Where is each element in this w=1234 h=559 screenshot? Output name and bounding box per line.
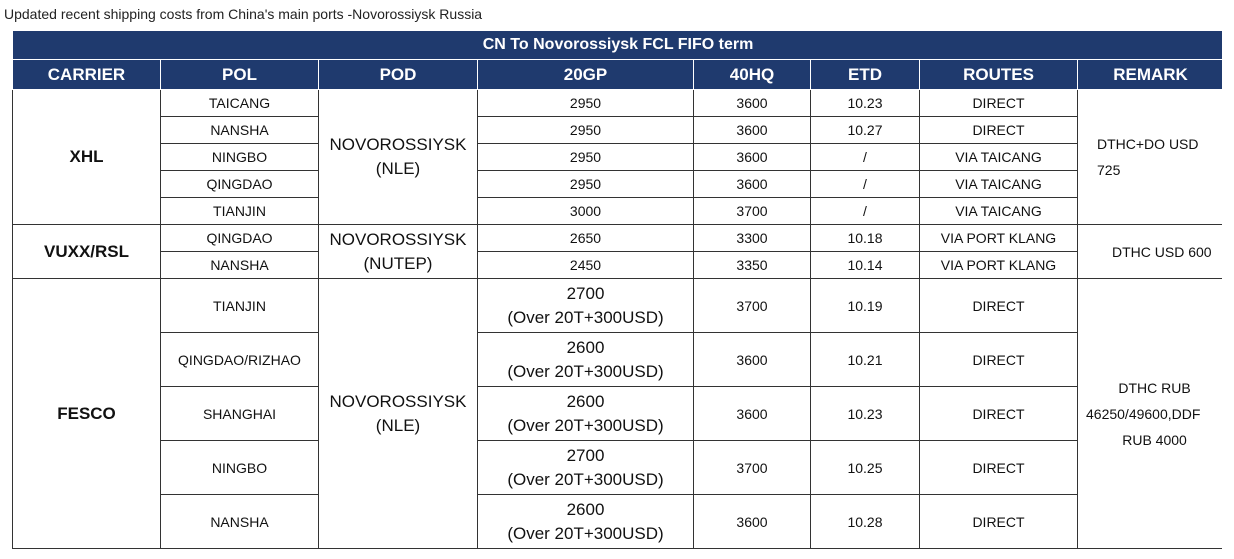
pod-cell bbox=[319, 90, 478, 225]
etd-cell: 10.25 bbox=[811, 441, 920, 495]
page-heading: Updated recent shipping costs from China's main ports -Novorossiysk Russia bbox=[4, 6, 483, 22]
pod-name: NOVOROSSIYSK bbox=[329, 135, 467, 154]
route-cell: DIRECT bbox=[920, 441, 1078, 495]
price-20gp-value: 2700 bbox=[566, 283, 605, 303]
table-title: CN To Novorossiysk FCL FIFO term bbox=[13, 31, 1223, 60]
pol-cell: QINGDAO bbox=[161, 171, 319, 198]
route-cell: VIA PORT KLANG bbox=[920, 252, 1078, 279]
table-row bbox=[13, 441, 1223, 495]
column-header-40hq: 40HQ bbox=[694, 60, 811, 90]
route-cell: VIA TAICANG bbox=[920, 144, 1078, 171]
route-cell: DIRECT bbox=[920, 495, 1078, 549]
price-20gp-value: 2600 bbox=[566, 499, 605, 519]
price-40hq-cell: 3350 bbox=[694, 252, 811, 279]
pol-cell: NANSHA bbox=[161, 495, 319, 549]
etd-cell: 10.27 bbox=[811, 117, 920, 144]
price-40hq-cell: 3600 bbox=[694, 495, 811, 549]
price-20gp-note: (Over 20T+300USD) bbox=[507, 307, 664, 327]
price-20gp-cell bbox=[478, 495, 694, 549]
pol-cell: QINGDAO/RIZHAO bbox=[161, 333, 319, 387]
route-cell: VIA PORT KLANG bbox=[920, 225, 1078, 252]
pod-cell bbox=[319, 279, 478, 549]
table-row bbox=[13, 387, 1223, 441]
price-40hq-cell: 3600 bbox=[694, 144, 811, 171]
etd-cell: / bbox=[811, 171, 920, 198]
price-20gp-cell bbox=[478, 333, 694, 387]
price-20gp-cell: 2950 bbox=[478, 144, 694, 171]
carrier-cell: FESCO bbox=[13, 279, 161, 549]
pod-terminal: (NLE) bbox=[375, 159, 421, 178]
pol-cell: NINGBO bbox=[161, 144, 319, 171]
route-cell: DIRECT bbox=[920, 387, 1078, 441]
pol-cell: NINGBO bbox=[161, 441, 319, 495]
price-20gp-value: 2600 bbox=[566, 337, 605, 357]
column-header-etd: ETD bbox=[811, 60, 920, 90]
pol-cell: QINGDAO bbox=[161, 225, 319, 252]
column-header-pol: POL bbox=[161, 60, 319, 90]
pol-cell: TAICANG bbox=[161, 90, 319, 117]
price-20gp-note: (Over 20T+300USD) bbox=[507, 469, 664, 489]
etd-cell: 10.23 bbox=[811, 90, 920, 117]
etd-cell: 10.21 bbox=[811, 333, 920, 387]
etd-cell: / bbox=[811, 144, 920, 171]
price-40hq-cell: 3700 bbox=[694, 198, 811, 225]
remark-line: 46250/49600,DDF bbox=[1086, 405, 1201, 422]
column-header-pod: POD bbox=[319, 60, 478, 90]
remark-cell: DTHC USD 600 bbox=[1078, 225, 1223, 279]
route-cell: VIA TAICANG bbox=[920, 198, 1078, 225]
carrier-cell: XHL bbox=[13, 90, 161, 225]
table-row bbox=[13, 171, 1223, 198]
rates-table bbox=[12, 30, 1222, 549]
column-header-carrier: CARRIER bbox=[13, 60, 161, 90]
etd-cell: / bbox=[811, 198, 920, 225]
price-20gp-cell: 2950 bbox=[478, 117, 694, 144]
price-40hq-cell: 3300 bbox=[694, 225, 811, 252]
price-20gp-cell bbox=[478, 387, 694, 441]
pod-terminal: (NLE) bbox=[375, 415, 421, 435]
table-row bbox=[13, 279, 1223, 333]
table-row bbox=[13, 252, 1223, 279]
etd-cell: 10.28 bbox=[811, 495, 920, 549]
route-cell: DIRECT bbox=[920, 279, 1078, 333]
route-cell: DIRECT bbox=[920, 117, 1078, 144]
price-40hq-cell: 3600 bbox=[694, 117, 811, 144]
route-cell: DIRECT bbox=[920, 90, 1078, 117]
pol-cell: NANSHA bbox=[161, 252, 319, 279]
price-20gp-cell: 3000 bbox=[478, 198, 694, 225]
price-20gp-note: (Over 20T+300USD) bbox=[507, 415, 664, 435]
pod-name: NOVOROSSIYSK bbox=[329, 229, 467, 249]
pol-cell: NANSHA bbox=[161, 117, 319, 144]
route-cell: DIRECT bbox=[920, 333, 1078, 387]
price-20gp-cell: 2650 bbox=[478, 225, 694, 252]
price-40hq-cell: 3600 bbox=[694, 387, 811, 441]
column-header-routes: ROUTES bbox=[920, 60, 1078, 90]
price-20gp-cell bbox=[478, 279, 694, 333]
carrier-cell: VUXX/RSL bbox=[13, 225, 161, 279]
pol-cell: SHANGHAI bbox=[161, 387, 319, 441]
price-40hq-cell: 3600 bbox=[694, 171, 811, 198]
price-40hq-cell: 3600 bbox=[694, 333, 811, 387]
table-row bbox=[13, 90, 1223, 117]
etd-cell: 10.23 bbox=[811, 387, 920, 441]
remark-line: DTHC RUB bbox=[1118, 379, 1191, 396]
price-40hq-cell: 3700 bbox=[694, 441, 811, 495]
table-row bbox=[13, 144, 1223, 171]
table-row bbox=[13, 117, 1223, 144]
route-cell: VIA TAICANG bbox=[920, 171, 1078, 198]
table-row bbox=[13, 495, 1223, 549]
column-header-20gp: 20GP bbox=[478, 60, 694, 90]
column-header-remark: REMARK bbox=[1078, 60, 1223, 90]
price-20gp-value: 2600 bbox=[566, 391, 605, 411]
price-20gp-cell bbox=[478, 441, 694, 495]
price-20gp-cell: 2950 bbox=[478, 171, 694, 198]
table-row bbox=[13, 198, 1223, 225]
pol-cell: TIANJIN bbox=[161, 279, 319, 333]
price-20gp-value: 2700 bbox=[566, 445, 605, 465]
pod-name: NOVOROSSIYSK bbox=[329, 391, 467, 411]
price-40hq-cell: 3700 bbox=[694, 279, 811, 333]
pod-terminal: (NUTEP) bbox=[363, 253, 433, 273]
table-row bbox=[13, 333, 1223, 387]
table-row bbox=[13, 225, 1223, 252]
pod-cell bbox=[319, 225, 478, 279]
remark-line: RUB 4000 bbox=[1122, 431, 1187, 448]
remark-cell bbox=[1078, 279, 1223, 549]
etd-cell: 10.14 bbox=[811, 252, 920, 279]
remark-cell: DTHC+DO USD 725 bbox=[1078, 90, 1223, 225]
price-20gp-note: (Over 20T+300USD) bbox=[507, 361, 664, 381]
etd-cell: 10.18 bbox=[811, 225, 920, 252]
rates-table-container bbox=[12, 30, 1222, 549]
etd-cell: 10.19 bbox=[811, 279, 920, 333]
price-20gp-cell: 2950 bbox=[478, 90, 694, 117]
price-20gp-note: (Over 20T+300USD) bbox=[507, 523, 664, 543]
price-20gp-cell: 2450 bbox=[478, 252, 694, 279]
pol-cell: TIANJIN bbox=[161, 198, 319, 225]
price-40hq-cell: 3600 bbox=[694, 90, 811, 117]
